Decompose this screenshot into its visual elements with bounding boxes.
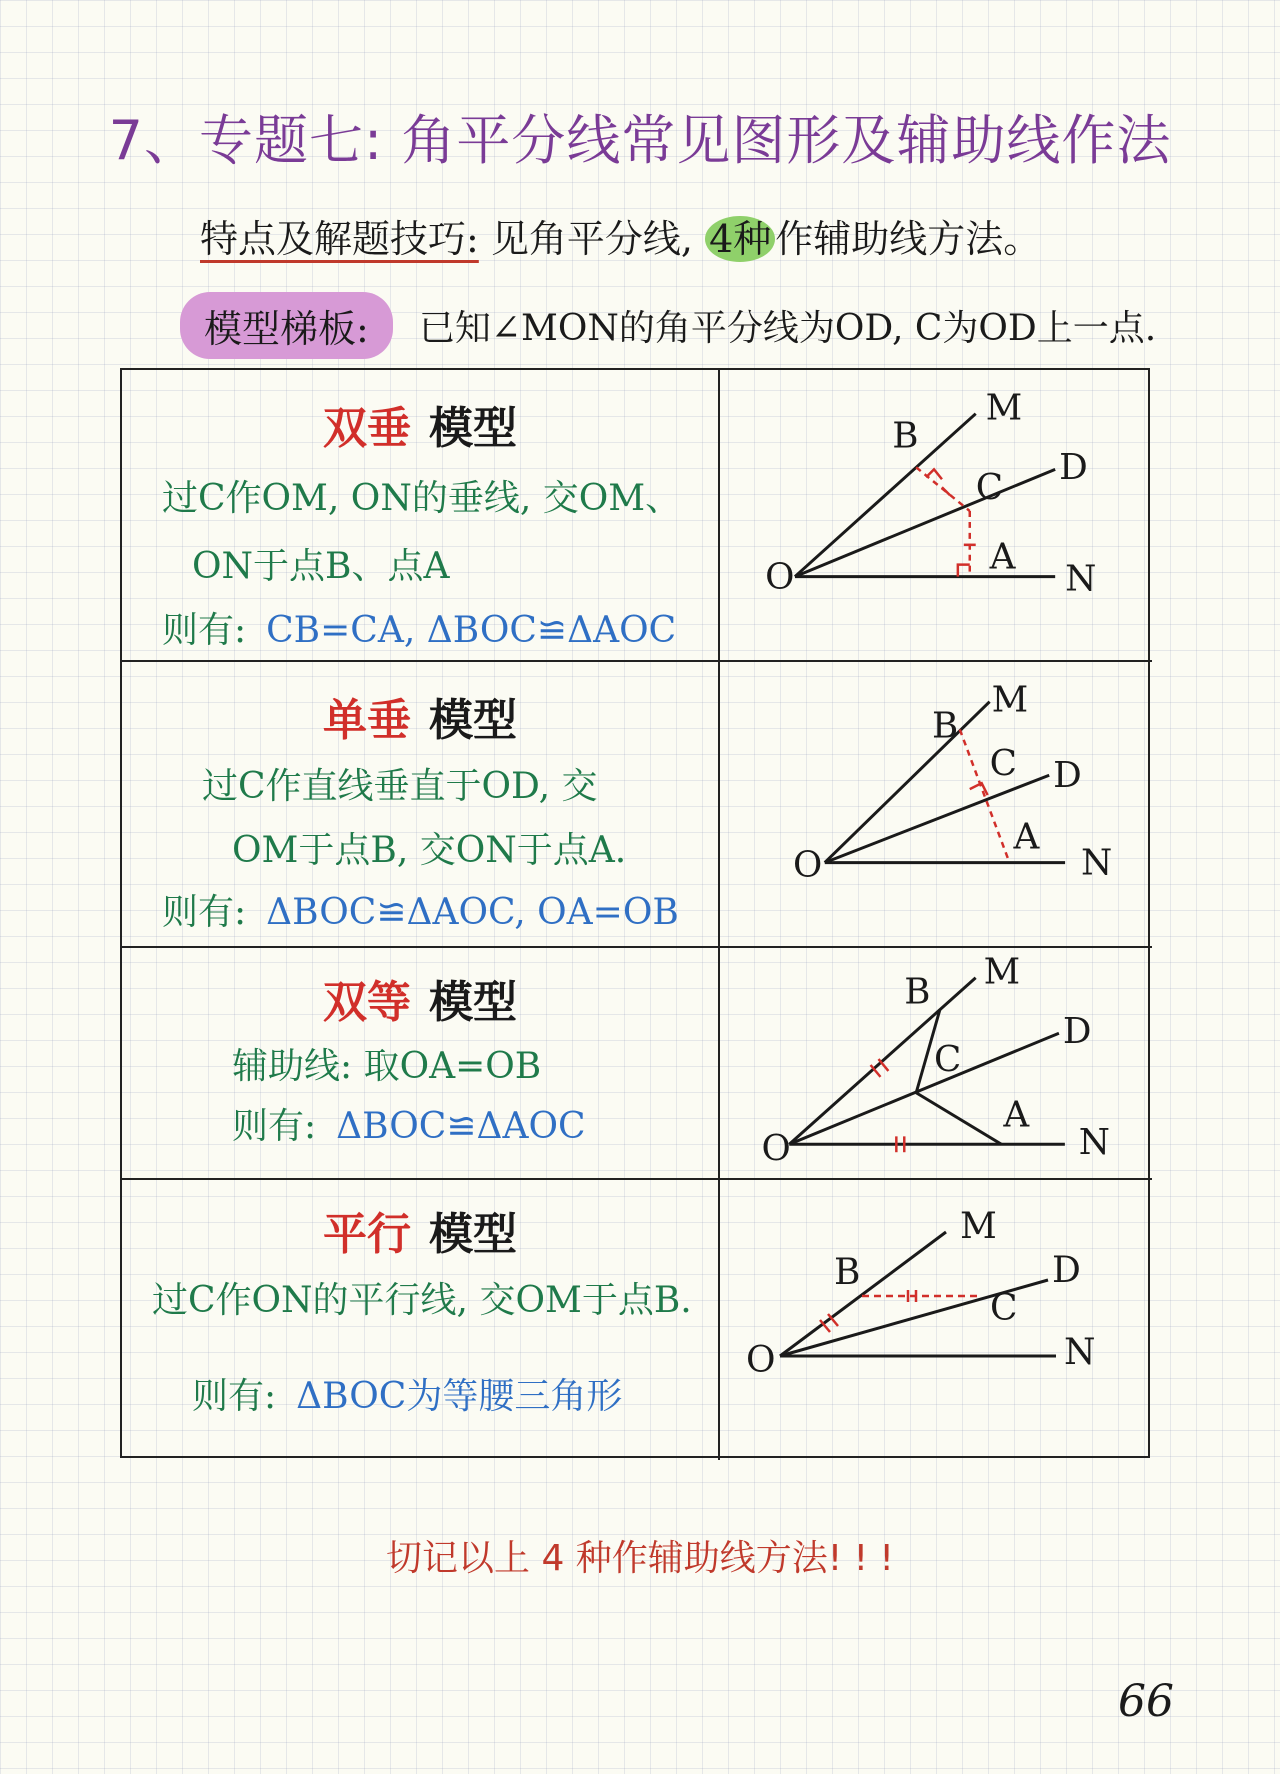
tips-line bbox=[200, 208, 1041, 263]
diagram-2-label-n: N bbox=[1080, 842, 1113, 884]
model-1-result-label: 则有: bbox=[162, 610, 247, 651]
diagram-3-label-o: O bbox=[761, 1128, 791, 1170]
diagram-2-label-o: O bbox=[793, 844, 823, 886]
diagram-3-label-m: M bbox=[983, 951, 1021, 993]
diagram-4-label-o: O bbox=[746, 1340, 776, 1381]
model-3-title bbox=[122, 966, 718, 1030]
tips-text-b: 作辅助线方法。 bbox=[775, 217, 1042, 261]
model-1-title-black: 模型 bbox=[429, 403, 517, 454]
diagram-3-label-n: N bbox=[1078, 1122, 1110, 1164]
diagram-1-label-m: M bbox=[985, 387, 1023, 429]
reminder-text: 切记以上 4 种作辅助线方法! ! ! bbox=[386, 1538, 894, 1579]
ray-od bbox=[795, 469, 1055, 576]
diagram-2-label-b: B bbox=[932, 705, 959, 747]
model-4-result-label: 则有: bbox=[192, 1376, 277, 1417]
tips-highlight: 4种 bbox=[705, 216, 775, 262]
model-1-text-cell bbox=[122, 370, 720, 662]
model-2-desc-line-2: OM于点B, 交ON于点A. bbox=[232, 830, 627, 871]
diagram-1-label-b: B bbox=[892, 415, 919, 457]
page-number: 66 bbox=[1118, 1676, 1174, 1727]
tips-label: 特点及解题技巧: bbox=[200, 217, 479, 261]
ray-om bbox=[825, 702, 990, 863]
model-4-text-cell bbox=[122, 1180, 720, 1460]
model-2-text-cell bbox=[122, 662, 720, 948]
model-3-diagram-cell bbox=[720, 948, 1152, 1180]
ray-om bbox=[780, 1232, 946, 1356]
diagram-2-label-m: M bbox=[991, 679, 1029, 721]
diagram-3-label-d: D bbox=[1062, 1011, 1092, 1053]
model-2-title-red: 单垂 bbox=[323, 695, 411, 746]
diagram-2-label-d: D bbox=[1053, 755, 1082, 797]
model-3-result-label: 则有: bbox=[232, 1106, 317, 1147]
diagram-1-label-a: A bbox=[989, 536, 1016, 578]
model-4-title-black: 模型 bbox=[429, 1209, 517, 1260]
model-4-result bbox=[192, 1368, 622, 1419]
model-2-desc-line-1: 过C作直线垂直于OD, 交 bbox=[202, 766, 598, 807]
segment-ca bbox=[916, 1093, 1001, 1145]
model-2-result bbox=[162, 884, 679, 935]
diagram-4-label-d: D bbox=[1052, 1250, 1081, 1291]
model-3-title-black: 模型 bbox=[429, 977, 517, 1028]
model-2-diagram bbox=[720, 662, 1150, 946]
model-4-title bbox=[122, 1198, 718, 1262]
model-template-line bbox=[180, 292, 1156, 359]
model-1-desc-line-2: ON于点B、点A bbox=[192, 546, 450, 587]
diagram-3-label-c: C bbox=[934, 1038, 962, 1080]
diagram-3-label-b: B bbox=[904, 971, 931, 1013]
diagram-4-label-c: C bbox=[990, 1288, 1018, 1329]
diagram-1-label-n: N bbox=[1065, 558, 1097, 600]
model-3-title-red: 双等 bbox=[323, 977, 411, 1028]
model-4-diagram-cell bbox=[720, 1180, 1152, 1460]
diagram-2-label-c: C bbox=[989, 743, 1017, 785]
model-4-diagram bbox=[720, 1180, 1150, 1460]
model-4-desc-line-1: 过C作ON的平行线, 交OM于点B. bbox=[152, 1280, 692, 1321]
model-1-diagram-cell bbox=[720, 370, 1152, 662]
models-table bbox=[120, 368, 1150, 1458]
model-2-result-value: ΔBOC≌ΔAOC, OA=OB bbox=[266, 892, 679, 933]
model-2-result-label: 则有: bbox=[162, 892, 247, 933]
diagram-1-label-d: D bbox=[1059, 447, 1088, 489]
tips-text-a: 见角平分线, bbox=[478, 217, 706, 261]
model-1-diagram bbox=[720, 370, 1150, 660]
tick-cb bbox=[942, 487, 950, 495]
model-2-title bbox=[122, 684, 718, 748]
diagram-2-label-a: A bbox=[1013, 816, 1040, 858]
model-3-diagram bbox=[720, 948, 1150, 1178]
model-2-title-black: 模型 bbox=[429, 695, 517, 746]
model-1-desc-line-1: 过C作OM, ON的垂线, 交OM、 bbox=[162, 478, 682, 519]
page-title: 7、专题七: 角平分线常见图形及辅助线作法 bbox=[108, 109, 1172, 172]
model-2-diagram-cell bbox=[720, 662, 1152, 948]
model-1-result bbox=[162, 602, 676, 653]
right-angle-mark-a bbox=[958, 565, 970, 577]
model-3-result-value: ΔBOC≌ΔAOC bbox=[336, 1106, 586, 1147]
diagram-4-label-n: N bbox=[1064, 1332, 1096, 1373]
diagram-1-label-c: C bbox=[975, 467, 1004, 509]
model-4-result-value: ΔBOC为等腰三角形 bbox=[296, 1376, 623, 1417]
right-angle-mark-c bbox=[970, 783, 988, 795]
model-1-title-red: 双垂 bbox=[323, 403, 411, 454]
model-3-result bbox=[232, 1098, 586, 1149]
model-3-desc-line-1: 辅助线: 取OA=OB bbox=[232, 1046, 542, 1087]
model-4-title-red: 平行 bbox=[323, 1209, 411, 1260]
diagram-4-label-m: M bbox=[960, 1206, 997, 1247]
diagram-1-label-o: O bbox=[765, 556, 795, 598]
diagram-3-label-a: A bbox=[1003, 1094, 1030, 1136]
model-3-text-cell bbox=[122, 948, 720, 1180]
model-template-text: 已知∠MON的角平分线为OD, C为OD上一点. bbox=[418, 308, 1157, 349]
diagram-4-label-b: B bbox=[834, 1252, 861, 1293]
model-1-title bbox=[122, 392, 718, 456]
model-template-badge: 模型梯板: bbox=[180, 292, 393, 359]
model-1-result-value: CB=CA, ΔBOC≌ΔAOC bbox=[266, 610, 677, 651]
